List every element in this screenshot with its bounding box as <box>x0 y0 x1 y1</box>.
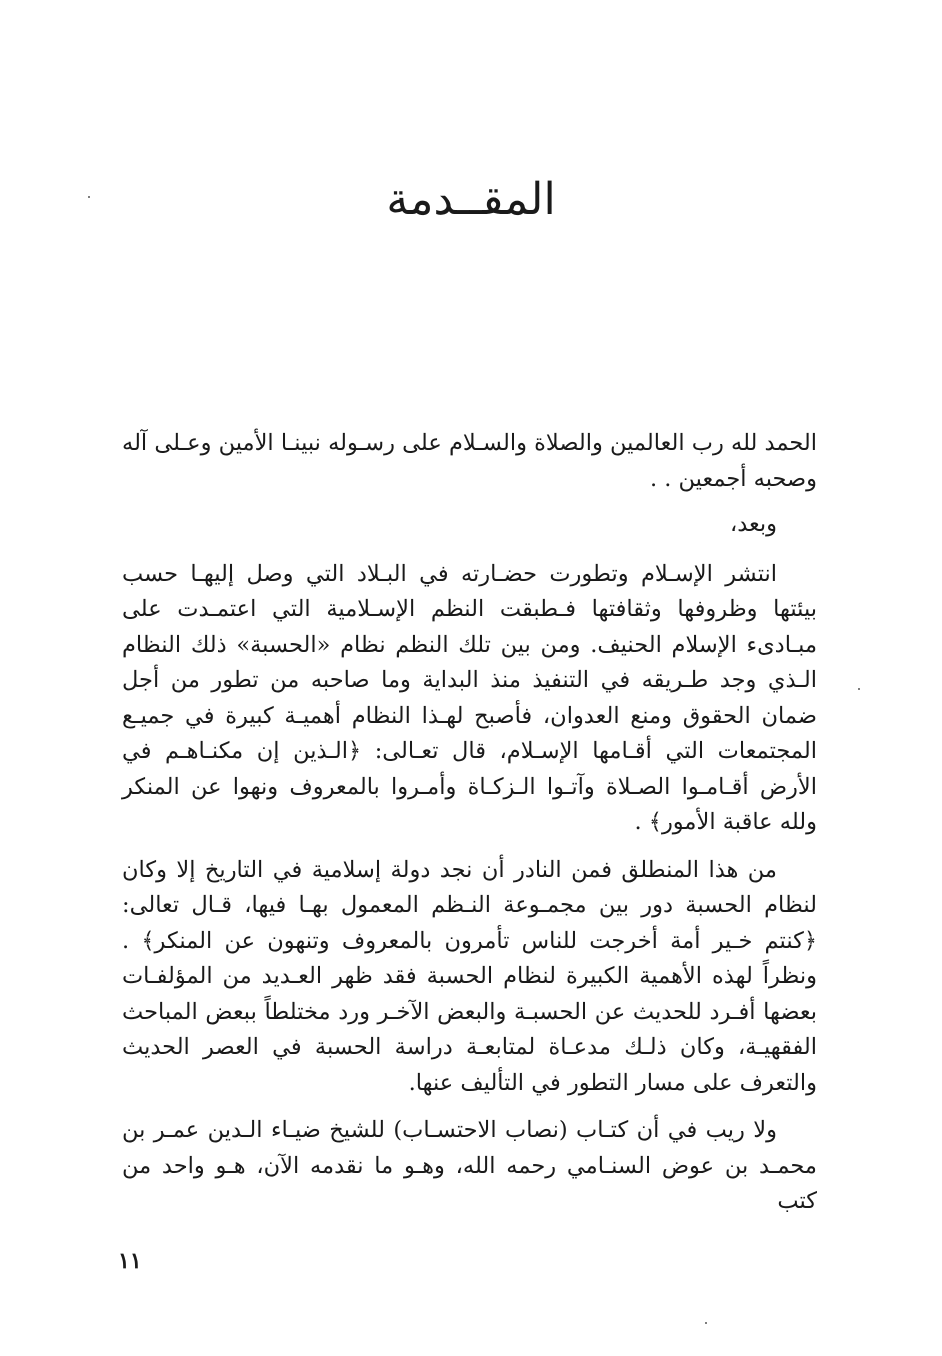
page-title: المقــدمة <box>386 174 556 225</box>
paragraph-1: انتشر الإسـلام وتطورت حضـارته في البـلاد التي وصل إليهـا حسب بيئتها وظروفها وثقافتها فـطبقت النظم الإسـلامية التي اعتمـدت على مبـادىء الإسلام الحنيف. ومن بين تلك النظم نظام «الحسبة» ذلك النظام الـذي وجد طـريقه في التنفيذ منذ البداية وما صاحبه من تطور من أجل ضمان الحقوق ومنع العدوان، فأصبح لهـذا النظام أهميـة كبيرة في جميـع المجتمعات التي أقـامها الإسـلام، قال تعـالى: ﴿الـذين إن مكنـاهـم في الأرض أقـامـوا الصـلاة وآتـوا الـزكـاة وأمـروا بالمعروف ونهوا عن المنكر ولله عاقبة الأمور﴾ . <box>122 560 817 835</box>
body-text <box>122 426 817 1232</box>
scan-speck <box>705 1322 707 1324</box>
paragraph-2: من هذا المنطلق فمن النادر أن نجد دولة إسلامية في التاريخ إلا وكان لنظام الحسبة دور بين مجمـوعة النـظم المعمول بهـا فيها، قـال تعالى: ﴿كنتم خـير أمة أخرجت للناس تأمرون بالمعروف وتنهون عن المنكر﴾ . ونظراً لهذه الأهمية الكبيرة لنظام الحسبة فقد ظهر العـديد من المؤلفـات بعضها أفـرد للحديث عن الحسبـة والبعض الآخـر ورد مختلطاً ببعض المباحث الفقهيـة، وكان ذلـك مدعـاة لمتابعـة دراسة الحسبة في العصر الحديث والتعرف على مسار التطور في التأليف عنها. <box>122 856 817 1096</box>
paragraph-opening: الحمد لله رب العالمين والصلاة والسـلام على رسـوله نبينـا الأمين وعـلى آله وصحبه أجمعين . . <box>122 430 817 492</box>
scan-speck <box>88 196 90 198</box>
scan-speck <box>858 688 860 690</box>
page-number: ١١ <box>118 1248 142 1274</box>
paragraph-3: ولا ريب في أن كتـاب (نصاب الاحتسـاب) للشيخ ضيـاء الـدين عمـر بن محمـد بن عوض السنـامي رحمه الله، وهـو ما نقدمه الآن، هـو واحد من كتب <box>122 1117 817 1214</box>
paragraph-wabaad: وبعد، <box>729 511 777 537</box>
